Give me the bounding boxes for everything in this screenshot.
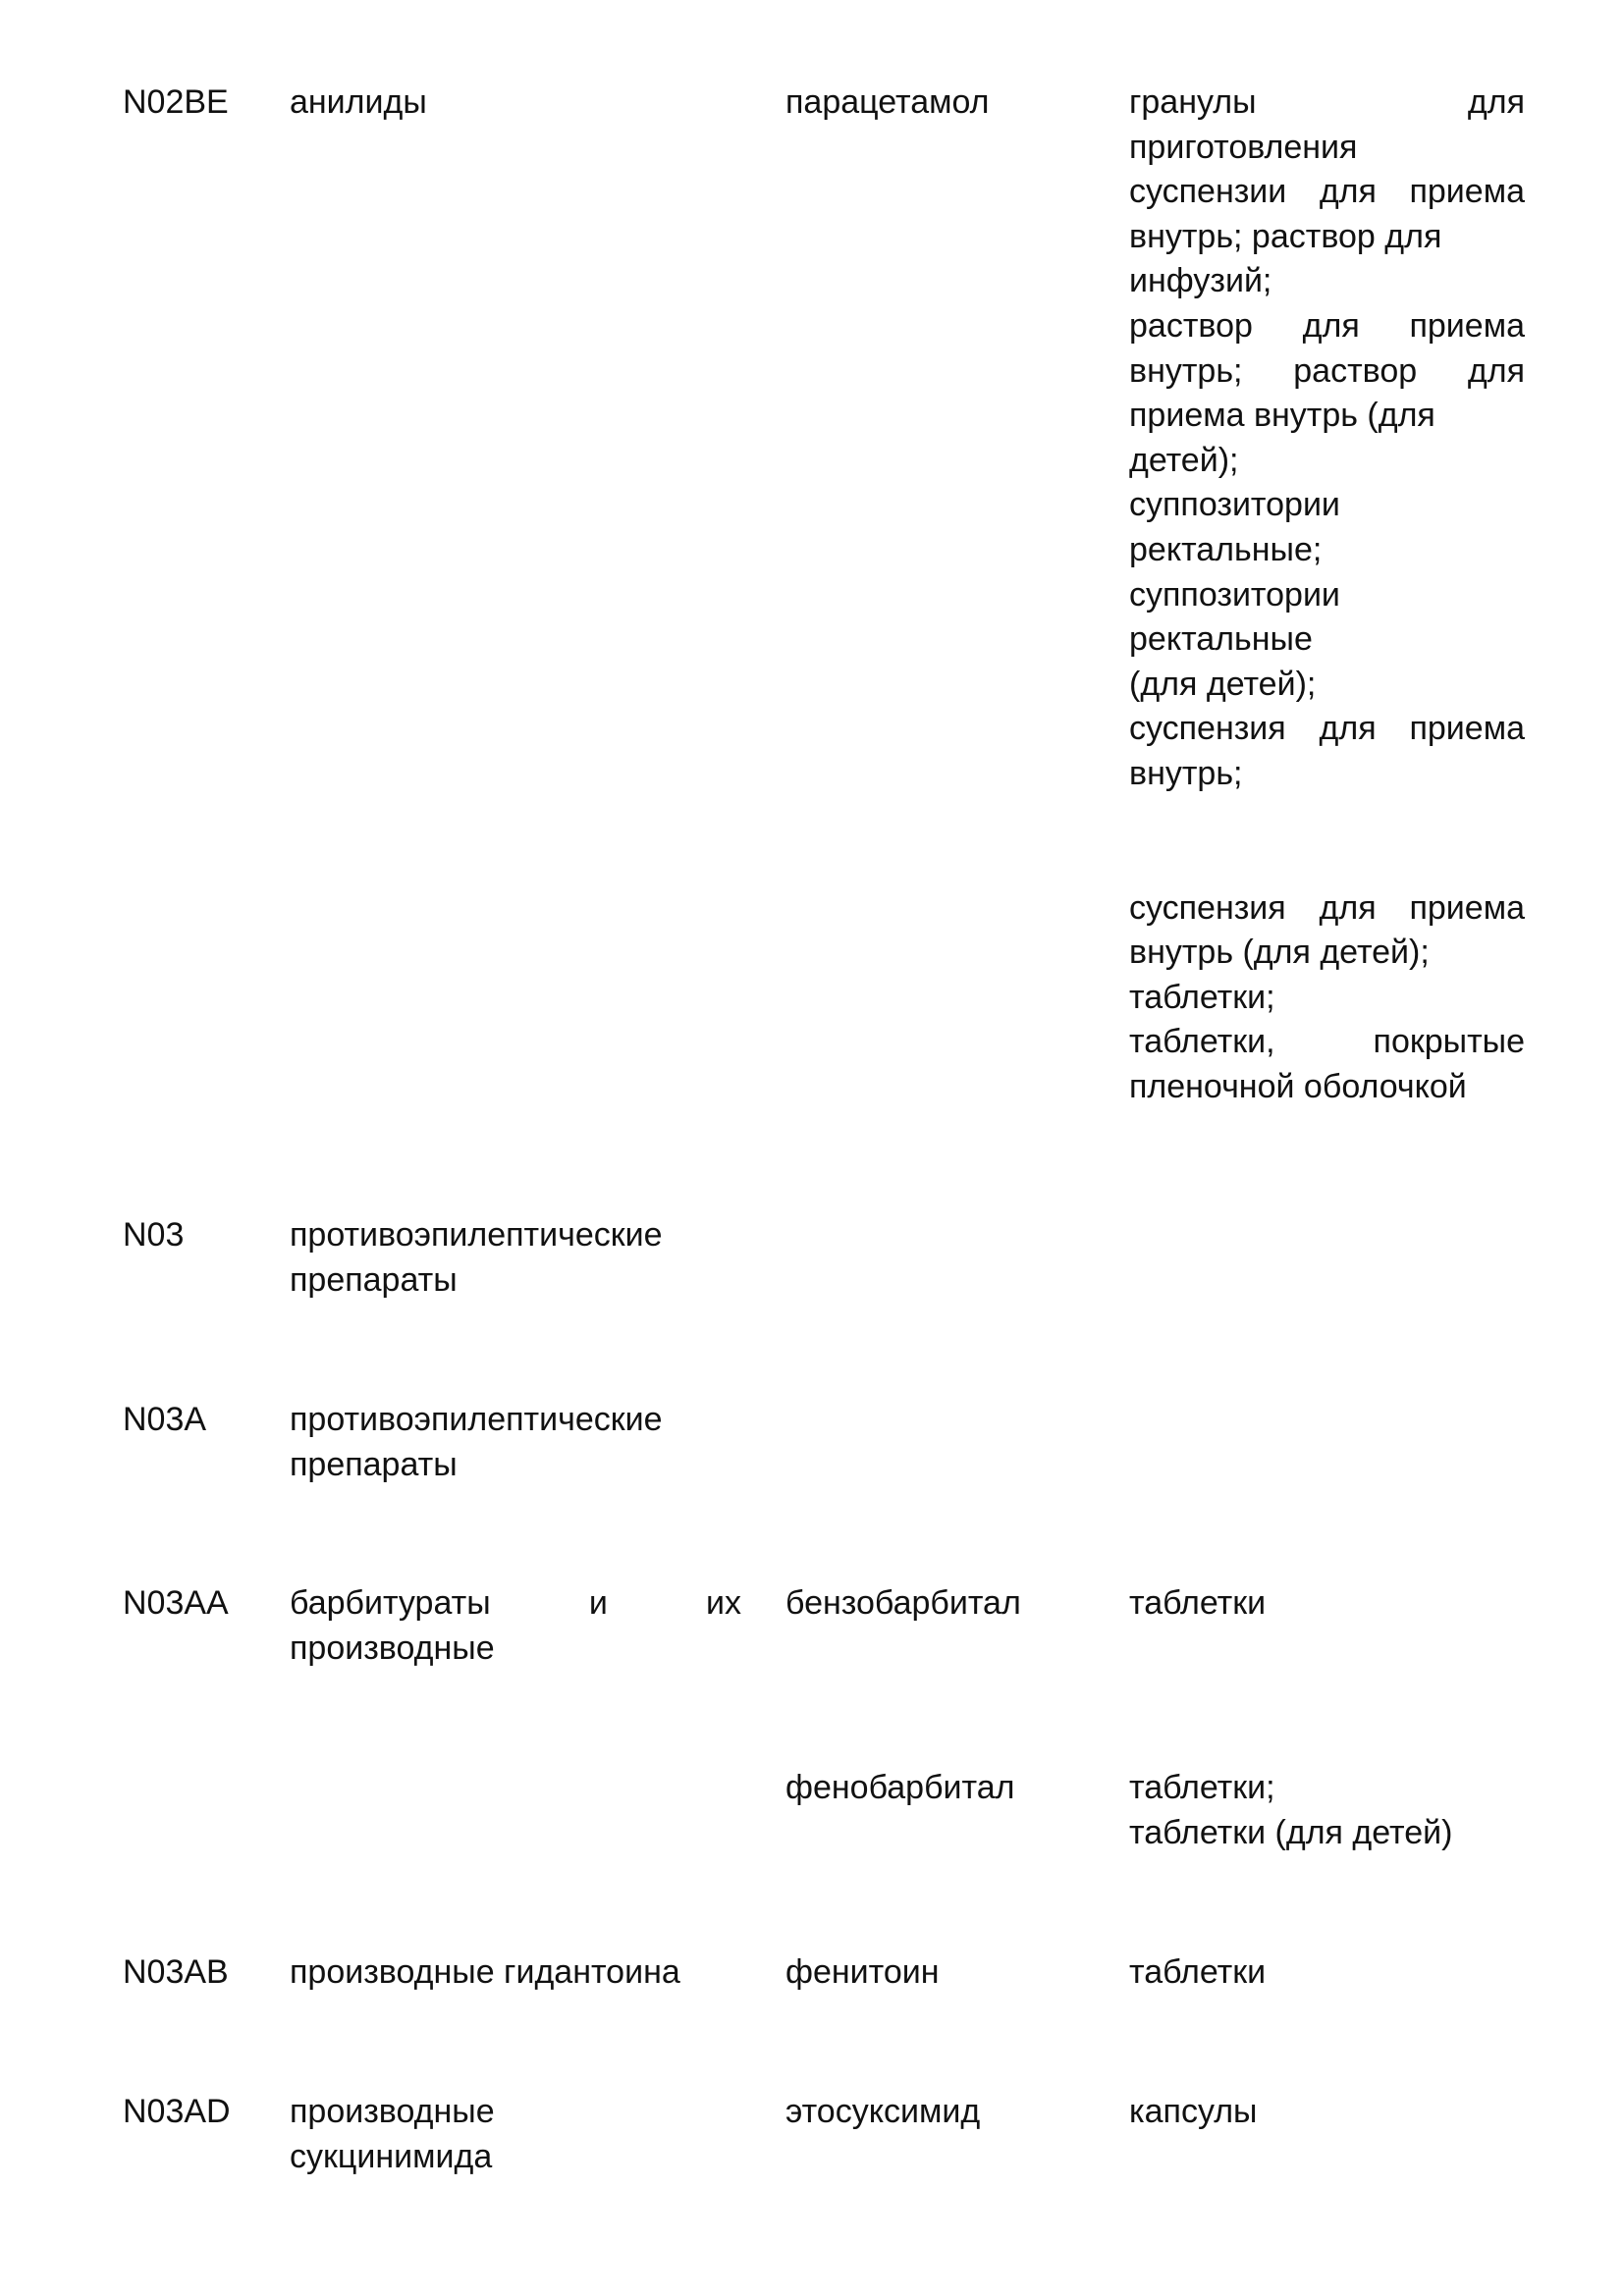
- drug-substance: фенобарбитал: [785, 1769, 1015, 1806]
- atc-group: барбитураты и их: [290, 1584, 741, 1622]
- dosage-form-line: таблетки, покрытые: [1129, 1023, 1525, 1061]
- dosage-form-line: капсулы: [1129, 2093, 1258, 2130]
- dosage-form-line: таблетки: [1129, 1584, 1267, 1622]
- atc-group: противоэпилептические препараты: [290, 1401, 663, 1483]
- dosage-form-line: раствор для приема внутрь; раствор для приема внутрь (для: [1129, 306, 1525, 435]
- dosage-form-line: ректальные;: [1129, 530, 1323, 568]
- atc-code: N03A: [123, 1401, 207, 1438]
- drug-substance: бензобарбитал: [785, 1584, 1021, 1622]
- dosage-form-line: таблетки;: [1129, 978, 1275, 1016]
- atc-code: N03: [123, 1216, 185, 1254]
- atc-code: N02BE: [123, 83, 229, 121]
- dosage-form-line: гранулы для: [1129, 83, 1525, 121]
- dosage-form-line: (для детей);: [1129, 665, 1317, 703]
- dosage-form-line: суспензии для приема внутрь; раствор для: [1129, 173, 1525, 255]
- dosage-form-line: детей);: [1129, 441, 1239, 479]
- drug-substance: фенитоин: [785, 1953, 940, 1991]
- atc-group: производные: [290, 1629, 495, 1667]
- dosage-form-line: приготовления: [1129, 128, 1358, 166]
- dosage-form-line: таблетки;: [1129, 1769, 1275, 1806]
- dosage-form-line: таблетки: [1129, 1953, 1267, 1991]
- dosage-form-line: суспензия для приема внутрь;: [1129, 710, 1525, 792]
- dosage-form-line: инфузий;: [1129, 262, 1272, 300]
- dosage-form-line: таблетки (для детей): [1129, 1814, 1453, 1851]
- dosage-form-line: пленочной оболочкой: [1129, 1067, 1467, 1105]
- dosage-form-line: внутрь (для детей);: [1129, 934, 1430, 972]
- dosage-form-line: ректальные: [1129, 620, 1313, 659]
- dosage-forms: [1129, 80, 1525, 1109]
- atc-code: N03AB: [123, 1953, 229, 1991]
- drug-substance: этосуксимид: [785, 2093, 981, 2130]
- dosage-form-line: суппозитории: [1129, 486, 1340, 524]
- drug-substance: парацетамол: [785, 83, 990, 121]
- atc-group: противоэпилептические препараты: [290, 1216, 663, 1299]
- dosage-form-line: суппозитории: [1129, 575, 1340, 614]
- atc-group: производные гидантоина: [290, 1953, 680, 1991]
- atc-group: анилиды: [290, 83, 427, 121]
- atc-code: N03AA: [123, 1584, 229, 1622]
- dosage-form-line: суспензия для приема: [1129, 888, 1525, 927]
- atc-code: N03AD: [123, 2093, 231, 2130]
- atc-group: производные сукцинимида: [290, 2093, 495, 2175]
